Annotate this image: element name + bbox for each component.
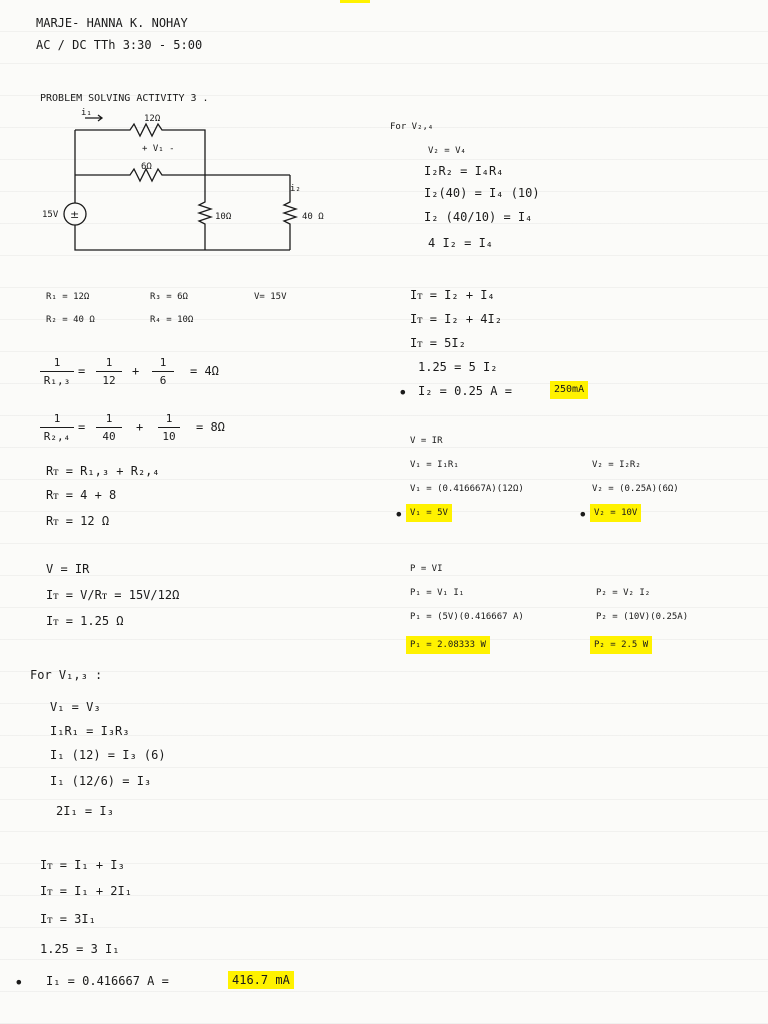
rt-line-2: Rᴛ = 4 + 8 [46,488,117,502]
v1-formula: V₁ = I₁R₁ [410,460,459,470]
v2-formula: V₂ = I₂R₂ [592,460,641,470]
fraction-numerator: 1 [105,412,113,425]
fraction-denominator: 40 [102,430,116,443]
v24-line-3: I₂(40) = I₄ (10) [424,186,540,200]
v1-substitution: V₁ = (0.416667A)(12Ω) [410,484,524,494]
v2-substitution: V₂ = (0.25A)(6Ω) [592,484,679,494]
v24-line-7: Iᴛ = I₂ + 4I₂ [410,312,502,326]
p2-result-highlight: P₂ = 2.5 W [590,636,652,654]
v13-line-1: V₁ = V₃ [50,700,101,714]
i2-final-expression: I₂ = 0.25 A = [418,384,512,398]
v24-line-5: 4 I₂ = I₄ [428,236,494,250]
fraction-numerator: 1 [159,356,167,369]
equals-sign: = [78,364,86,378]
i2-final-highlight: 250mA [550,381,588,399]
r24-fraction-lhs [40,412,74,443]
v1-result-highlight: V₁ = 5V [406,504,452,522]
v13-line-6: Iᴛ = I₁ + I₃ [40,858,125,872]
fraction-denominator: R₁,₃ [43,374,71,387]
bullet-point: • [398,383,408,402]
v24-line-8: Iᴛ = 5I₂ [410,336,466,350]
r3-label: 6Ω [141,162,152,172]
v1-polarity-label: + V₁ - [142,144,175,154]
student-name: MARJE- HANNA K. NOHAY [36,16,188,30]
equals-sign: = [78,420,86,434]
v24-heading: For V₂,₄ [390,122,434,132]
given-r1: R₁ = 12Ω [46,292,90,302]
v13-line-4: I₁ (12/6) = I₃ [50,774,152,788]
ohms-law: V = IR [410,436,443,446]
p1-substitution: P₁ = (5V)(0.416667 A) [410,612,524,622]
bullet-point: • [14,973,24,992]
v24-line-4: I₂ (40/10) = I₄ [424,210,533,224]
power-law: P = VI [410,564,443,574]
fraction-denominator: 10 [162,430,176,443]
plus-sign: + [132,364,140,378]
rt-line-1: Rᴛ = R₁,₃ + R₂,₄ [46,464,160,478]
r1-label: 12Ω [144,114,161,124]
v24-line-9: 1.25 = 5 I₂ [418,360,498,374]
it-line-2: Iᴛ = V/Rᴛ = 15V/12Ω [46,588,180,602]
r13-fraction-lhs [40,356,74,387]
v24-line-1: V₂ = V₄ [428,146,466,156]
v13-line-9: 1.25 = 3 I₁ [40,942,120,956]
fraction-denominator: 6 [159,374,167,387]
p1-formula: P₁ = V₁ I₁ [410,588,465,598]
v13-line-2: I₁R₁ = I₃R₃ [50,724,130,738]
fraction-numerator: 1 [165,412,173,425]
v24-line-6: Iᴛ = I₂ + I₄ [410,288,495,302]
current-label-i2: i₂ [290,184,301,194]
it-line-3: Iᴛ = 1.25 Ω [46,614,124,628]
v13-line-3: I₁ (12) = I₃ (6) [50,748,166,762]
r13-fraction-1-12 [96,356,122,387]
v13-line-7: Iᴛ = I₁ + 2I₁ [40,884,132,898]
v2-result-highlight: V₂ = 10V [590,504,641,522]
p2-substitution: P₂ = (10V)(0.25A) [596,612,689,622]
r2-label: 40 Ω [302,212,324,222]
given-r2: R₂ = 40 Ω [46,315,95,325]
v13-heading: For V₁,₃ : [30,668,103,682]
fraction-denominator: 12 [102,374,116,387]
bullet-point: • [578,505,588,524]
fraction-denominator: R₂,₄ [43,430,71,443]
activity-title: PROBLEM SOLVING ACTIVITY 3 . [40,93,209,104]
source-polarity: ± [70,208,80,221]
given-r4: R₄ = 10Ω [150,315,194,325]
fraction-numerator: 1 [53,356,61,369]
r24-result: = 8Ω [196,420,225,434]
given-r3: R₃ = 6Ω [150,292,188,302]
v24-line-2: I₂R₂ = I₄R₄ [424,164,504,178]
fraction-numerator: 1 [105,356,113,369]
source-label: 15V [42,210,59,220]
circuit-diagram [30,110,360,260]
it-line-1: V = IR [46,562,90,576]
r4-label: 10Ω [215,212,232,222]
course-schedule: AC / DC TTh 3:30 - 5:00 [36,38,203,52]
rt-line-3: Rᴛ = 12 Ω [46,514,110,528]
p1-result-highlight: P₁ = 2.08333 W [406,636,490,654]
p2-formula: P₂ = V₂ I₂ [596,588,651,598]
fraction-numerator: 1 [53,412,61,425]
v13-line-8: Iᴛ = 3I₁ [40,912,96,926]
current-label-i1: i₁ [81,108,92,118]
given-voltage: V= 15V [254,292,287,302]
bullet-point: • [394,505,404,524]
r24-fraction-1-10 [158,412,180,443]
r13-result: = 4Ω [190,364,219,378]
v13-line-5: 2I₁ = I₃ [56,804,114,818]
i1-final-expression: I₁ = 0.416667 A = [46,974,169,988]
plus-sign: + [136,420,144,434]
highlight-mark [340,0,370,3]
i1-final-highlight: 416.7 mA [228,971,294,989]
r13-fraction-1-6 [152,356,174,387]
r24-fraction-1-40 [96,412,122,443]
